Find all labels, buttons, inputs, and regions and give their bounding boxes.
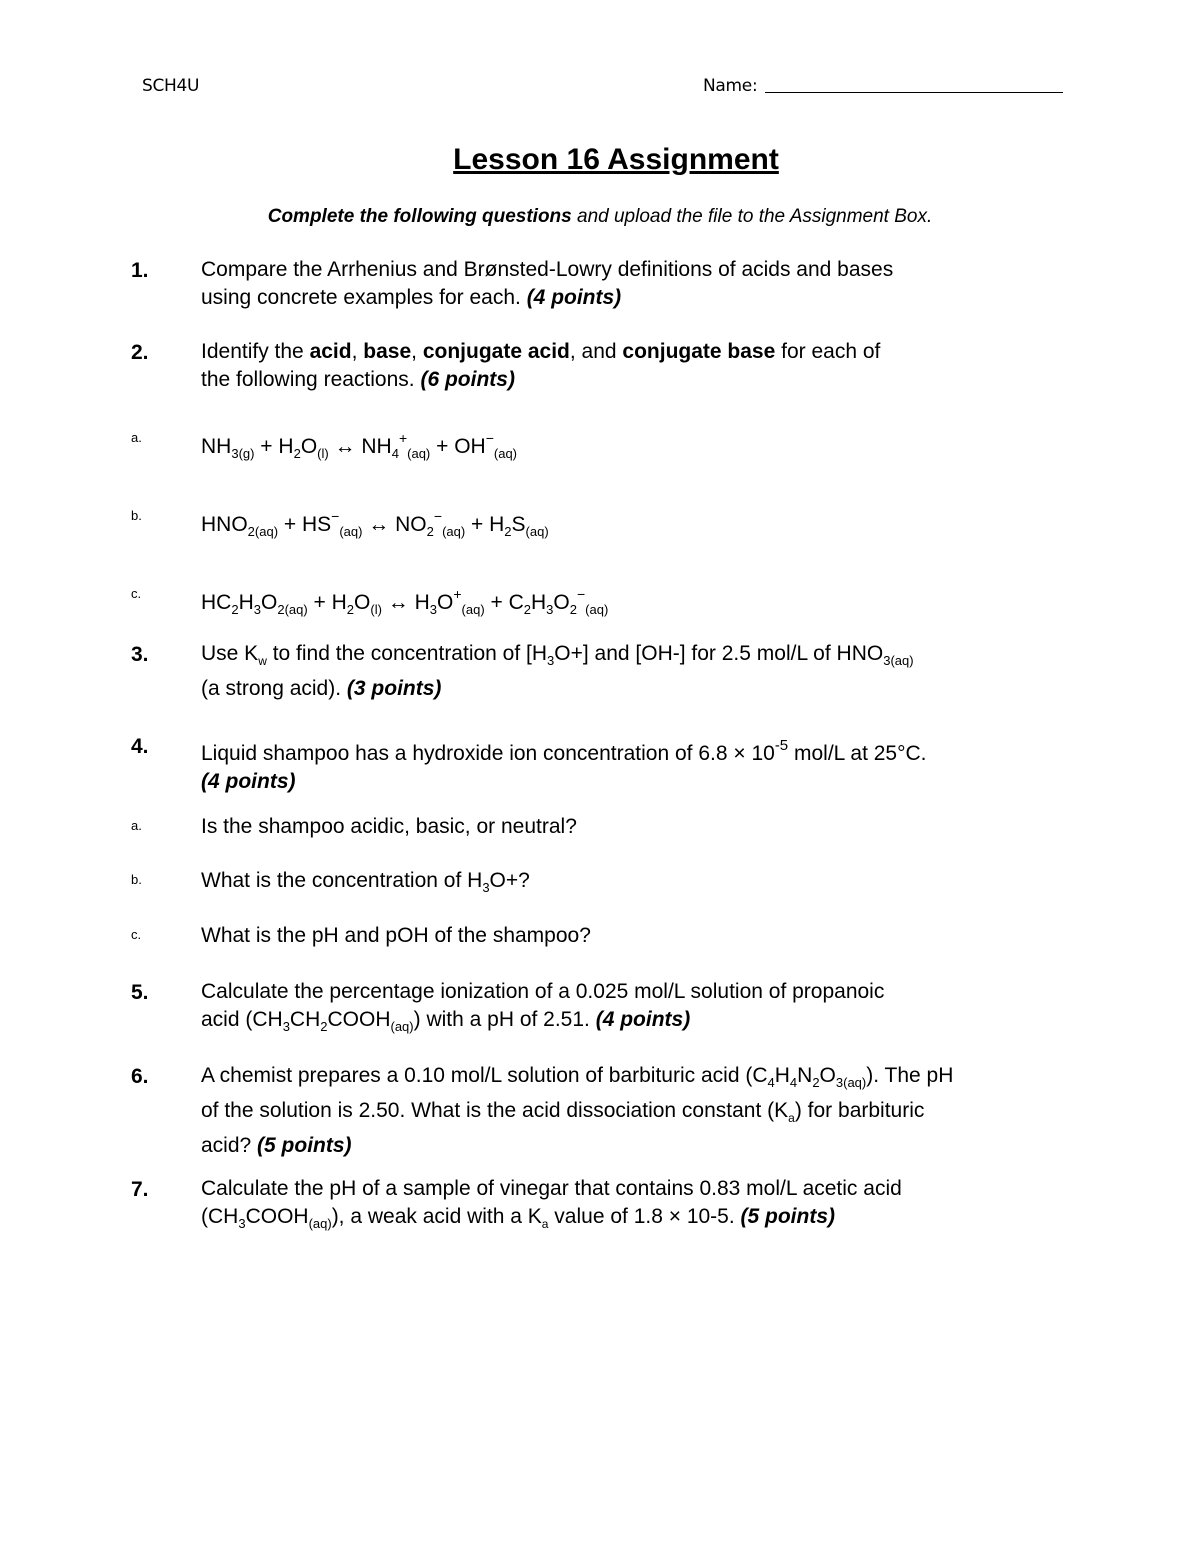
formula-fragment: (aq): [493, 446, 518, 461]
text-fragment: ) with a pH of 2.51.: [413, 1008, 596, 1031]
formula-fragment: 2: [346, 602, 355, 617]
formula-fragment: NH: [361, 435, 392, 458]
formula-fragment: +: [278, 513, 302, 536]
formula-fragment: (aq): [890, 653, 914, 668]
question-4-line1: [201, 732, 927, 768]
formula-fragment: (l): [370, 602, 382, 617]
formula-fragment: ↔: [362, 513, 396, 536]
formula-fragment: HS: [301, 513, 332, 536]
text-fragment: A chemist prepares a 0.10 mol/L solution of barbituric acid (C: [201, 1064, 768, 1087]
formula-fragment: +: [453, 586, 462, 602]
formula-fragment: N: [797, 1064, 813, 1087]
question-5-number: 5.: [131, 981, 149, 1004]
instructions-bold: Complete the following questions: [267, 206, 572, 227]
formula-fragment: H: [489, 513, 505, 536]
formula-fragment: +: [307, 591, 332, 614]
q2-sub-b-label: b.: [131, 508, 142, 523]
question-2-points: (6 points): [420, 368, 515, 391]
formula-fragment: +: [465, 513, 490, 536]
formula-fragment: 2: [293, 446, 301, 461]
question-7-number: 7.: [131, 1178, 149, 1201]
question-2-line1: [201, 338, 880, 366]
text-fragment: O+?: [489, 869, 530, 892]
formula-fragment: 3: [238, 1216, 246, 1231]
formula-fragment: H: [331, 591, 347, 614]
text-fragment: Liquid shampoo has a hydroxide ion concentration of 6.8 × 10: [201, 742, 775, 765]
instructions-rest: and upload the file to the Assignment Box.: [571, 206, 933, 227]
text-fragment: acid (CH: [201, 1008, 283, 1031]
formula-fragment: 3: [883, 653, 891, 668]
text-fragment: (a strong acid).: [201, 677, 347, 700]
formula-fragment: (aq): [442, 524, 466, 539]
q2-sub-c-label: c.: [131, 586, 142, 601]
formula-fragment: 3: [429, 602, 437, 617]
text-fragment: COOH: [245, 1205, 309, 1228]
q2-acid: acid: [309, 340, 352, 363]
q4-sub-a-label: a.: [131, 818, 142, 833]
q2-c3: , and: [569, 340, 623, 363]
question-6-line2: [201, 1097, 953, 1132]
formula-fragment: O: [354, 591, 371, 614]
formula-fragment: H: [531, 591, 547, 614]
formula-fragment: 2: [812, 1075, 820, 1090]
formula-fragment: S: [511, 513, 526, 536]
formula-fragment: 2: [426, 524, 434, 539]
formula-fragment: 3: [547, 653, 555, 668]
formula-fragment: 4: [789, 1075, 798, 1090]
formula-fragment: 2: [231, 602, 239, 617]
question-6-points: (5 points): [257, 1134, 352, 1157]
formula-fragment: (l): [317, 446, 329, 461]
question-5-line2: [201, 1006, 884, 1041]
question-1-number: 1.: [131, 259, 149, 282]
name-label: Name:: [703, 76, 758, 96]
instructions: [0, 206, 1200, 228]
formula-fragment: (aq): [407, 446, 431, 461]
formula-fragment: H: [774, 1064, 790, 1087]
question-4-text: [201, 732, 927, 796]
text-fragment: w: [258, 654, 267, 668]
formula-fragment: −: [485, 430, 494, 446]
text-fragment: acid?: [201, 1134, 258, 1157]
question-1-points: (4 points): [526, 286, 622, 309]
formula-fragment: +: [398, 430, 408, 446]
text-fragment: ). The pH: [866, 1064, 954, 1087]
formula-fragment: (aq): [254, 524, 279, 539]
q4-sub-a-text: Is the shampoo acidic, basic, or neutral?: [201, 815, 577, 838]
q4-sub-c-text: What is the pH and pOH of the shampoo?: [201, 924, 591, 947]
text-fragment: of the solution is 2.50. What is the acid dissociation constant (K: [201, 1099, 789, 1122]
question-7-text: [201, 1175, 902, 1238]
question-3-points: (3 points): [346, 677, 442, 700]
formula-fragment: ↔: [328, 435, 362, 458]
question-2-text: [201, 338, 880, 394]
formula-fragment: 3: [835, 1075, 844, 1090]
text-fragment: ), a weak acid with a K: [331, 1205, 542, 1228]
formula-fragment: 3: [546, 602, 554, 617]
question-2-line2: [201, 366, 880, 394]
formula-fragment: (aq): [461, 602, 485, 617]
formula-fragment: O: [437, 591, 454, 614]
question-5-text: [201, 978, 884, 1041]
formula-fragment: (aq): [339, 524, 363, 539]
formula-fragment: −: [433, 508, 443, 524]
formula-fragment: (aq): [585, 602, 609, 617]
question-5-line1: Calculate the percentage ionization of a 0.025 mol/L solution of propanoic: [201, 980, 885, 1003]
formula-fragment: 2: [504, 524, 512, 539]
formula-fragment: a: [788, 1111, 795, 1125]
page-title: Lesson 16 Assignment: [453, 143, 779, 176]
question-3-line1: [201, 640, 914, 675]
question-6-line1: [201, 1062, 953, 1097]
text-fragment: -5: [774, 737, 789, 754]
formula-fragment: 3: [253, 602, 261, 617]
q2-line2-text: the following reactions.: [201, 368, 421, 391]
q2-c1: ,: [351, 340, 364, 363]
question-4-number: 4.: [131, 735, 149, 758]
formula-fragment: (aq): [308, 1216, 332, 1231]
question-5-points: (4 points): [595, 1008, 691, 1031]
formula-fragment: +: [254, 435, 279, 458]
question-1-line1: Compare the Arrhenius and Brønsted-Lowry definitions of acids and bases: [201, 258, 894, 281]
q2-conj-base: conjugate base: [622, 340, 776, 363]
formula-fragment: (aq): [390, 1019, 414, 1034]
text-fragment: mol/L at 25°C.: [788, 742, 927, 765]
text-fragment: Use K: [201, 642, 259, 665]
formula-fragment: a: [541, 1217, 549, 1231]
q4-sub-b-text: [201, 869, 530, 895]
formula-fragment: H: [238, 591, 254, 614]
formula-fragment: NO: [395, 513, 427, 536]
formula-fragment: OH: [454, 435, 486, 458]
formula-fragment: 4: [767, 1075, 775, 1090]
question-7-points: (5 points): [740, 1205, 836, 1228]
formula-fragment: O: [300, 435, 318, 458]
question-3-text: [201, 640, 914, 703]
question-7-line1: Calculate the pH of a sample of vinegar that contains 0.83 mol/L acetic acid: [201, 1177, 902, 1200]
formula-fragment: (g): [238, 446, 255, 461]
question-4-points: (4 points): [201, 770, 296, 793]
text-fragment: to find the concentration of [H: [266, 642, 548, 665]
formula-fragment: 3: [282, 1019, 290, 1034]
q2-equation-b: [201, 508, 549, 539]
formula-fragment: 4: [391, 446, 399, 461]
formula-fragment: HC: [201, 591, 232, 614]
text-fragment: COOH: [327, 1008, 391, 1031]
text-fragment: value of 1.8 × 10-5.: [548, 1205, 741, 1228]
formula-fragment: 2: [320, 1019, 328, 1034]
question-2-number: 2.: [131, 341, 149, 364]
q2-equation-a: [201, 430, 517, 461]
formula-fragment: O: [260, 591, 278, 614]
formula-fragment: HNO: [201, 513, 248, 536]
q2-conj-acid: conjugate acid: [422, 340, 570, 363]
question-3-number: 3.: [131, 643, 149, 666]
question-7-line2: [201, 1203, 902, 1238]
formula-fragment: (aq): [284, 602, 308, 617]
formula-fragment: (aq): [525, 524, 549, 539]
name-blank-line: [765, 92, 1063, 93]
question-1-line2: [201, 284, 893, 312]
question-1-text: [201, 256, 893, 312]
formula-fragment: 2: [247, 524, 255, 539]
text-fragment: O+] and [OH-] for 2.5 mol/L of HNO: [554, 642, 884, 665]
formula-fragment: −: [576, 586, 586, 602]
text-fragment: CH: [289, 1008, 321, 1031]
formula-fragment: (aq): [843, 1075, 867, 1090]
formula-fragment: 2: [277, 602, 285, 617]
formula-fragment: O: [553, 591, 570, 614]
q2-c2: ,: [411, 340, 423, 363]
formula-fragment: −: [331, 508, 340, 524]
text-fragment: (CH: [201, 1205, 239, 1228]
formula-fragment: 3: [482, 880, 490, 895]
formula-fragment: H: [414, 591, 430, 614]
question-6-number: 6.: [131, 1065, 149, 1088]
question-6-text: [201, 1062, 953, 1160]
q4-sub-c-label: c.: [131, 927, 142, 942]
formula-fragment: C: [508, 591, 524, 614]
formula-fragment: 2: [523, 602, 531, 617]
question-4-line2: [201, 768, 927, 796]
q2-sub-a-label: a.: [131, 430, 142, 445]
formula-fragment: +: [484, 591, 509, 614]
q2-base: base: [363, 340, 412, 363]
q2-t2: for each of: [775, 340, 881, 363]
text-fragment: What is the concentration of H: [201, 869, 483, 892]
question-6-line3: [201, 1132, 953, 1160]
question-3-line2: [201, 675, 914, 703]
formula-fragment: NH: [201, 435, 232, 458]
q2-t1: Identify the: [201, 340, 310, 363]
formula-fragment: 2: [569, 602, 577, 617]
formula-fragment: +: [430, 435, 455, 458]
course-code: SCH4U: [142, 76, 200, 96]
formula-fragment: ↔: [381, 591, 415, 614]
text-fragment: ) for barbituric: [794, 1099, 925, 1122]
question-1-line2-text: using concrete examples for each.: [201, 286, 527, 309]
q4-sub-b-label: b.: [131, 872, 142, 887]
formula-fragment: 3: [231, 446, 239, 461]
formula-fragment: H: [278, 435, 294, 458]
formula-fragment: O: [819, 1064, 836, 1087]
q2-equation-c: [201, 586, 608, 617]
